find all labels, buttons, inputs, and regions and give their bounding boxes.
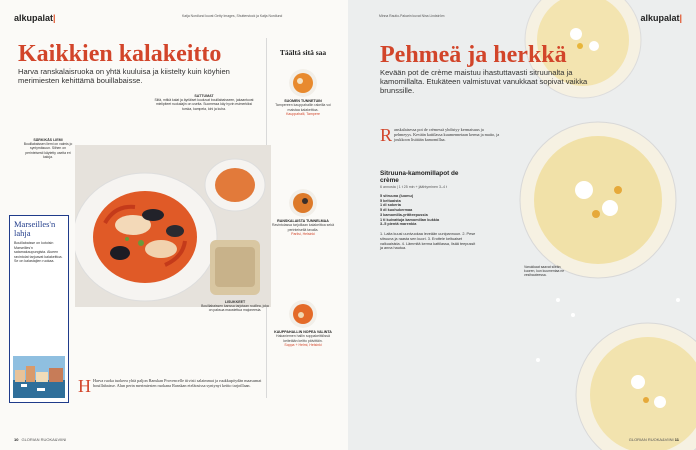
article-lead: Kevään pot de crème maistuu ihastuttavasti sitruunalta ja kamomillalta. Etukäteen valmistuvat vanukkaat sopivat vaikka brunssille. bbox=[380, 68, 588, 95]
ingredient: 3–5 pientä marenkia bbox=[380, 222, 417, 227]
page-footer: GLORIAN RUOKA&VIINI 11 bbox=[628, 437, 679, 442]
article-title: Kaikkien kalakeitto bbox=[18, 41, 222, 67]
tip-photo bbox=[289, 300, 317, 328]
sidebox-text: Bouillabaisse on kotoisin Marseilles'n satamakaupungista. Alueen ravintolat tarjoavat kalakeittoa. Se on kalastajien ruokaa. bbox=[14, 241, 63, 264]
ingredient: 3 kamomilla-yrttiteepussia bbox=[380, 212, 428, 217]
tips-heading: Täältä sitä saa bbox=[279, 48, 327, 57]
page-footer: 10 GLORIAN RUOKA&VIINI bbox=[14, 437, 67, 442]
bouillabaisse-photo bbox=[75, 145, 271, 307]
tip-photo bbox=[289, 189, 317, 217]
dropcap: H bbox=[78, 376, 91, 396]
marseille-sidebox bbox=[9, 215, 69, 403]
article-lead: Harva ranskalaisruoka on yhtä kuuluisa ja kiistelty kuin köyhien merimiesten kehittämä bouillabaisse. bbox=[18, 67, 230, 85]
recipe bbox=[380, 170, 478, 251]
credits: Minna Rautio-Pakarin kuvat Nina Lindström bbox=[379, 14, 445, 18]
article-body: H Harva ruoka tuokeea yhtä paljon Ranskan Provencelle tiivisti salaimmat ja ruukkupöydän maasumat bouillabaisse. Alun perin merimiesten ruokana Ranskan eteläosissa syntynyt keitto tarjoillaan. bbox=[78, 376, 262, 396]
recipe-meta: 6 annosta | 1 t 25 min + jäähtyminen 3–4 t bbox=[380, 185, 447, 189]
tip-item: RANSKALAISTA TUNNELMAA Ravintolassa tarjoillaan kalakeittoa sekä perinteisellä tavalla. Pariisi, Helsinki bbox=[271, 189, 335, 237]
ingredient: 5 keltuaista bbox=[380, 198, 401, 203]
marseille-photo bbox=[13, 356, 65, 398]
recipe-steps: 1. Laita kuusi uunivuokaa leveään uunipannuun. 2. Pese sitruuna ja raasta sen kuori. 3. Erottele keltuaiset valkuaisista. 4. Lämmitä kerma kattilassa, lisää teepussit ja anna hautua. bbox=[380, 231, 476, 251]
tip-item: KAUPPAHALLIN NOPEA VALINTA Hakaniemen hallin soppakeittiössä keitetään keitto päivittäin. Soppa + Helmi, Helsinki bbox=[271, 300, 335, 348]
tip-item: SUOMEN TUNNETUIN Tampereen kauppahallin rakeilla voi maistaa kalakeittoa. Kauppahalli, Tampere bbox=[271, 69, 335, 117]
credits: Katja Nordlund kuvat Getty Images, Shutterstock ja Katja Nordlund bbox=[182, 14, 283, 18]
sidebox-title: Marseilles'n lahja bbox=[14, 219, 56, 238]
right-page bbox=[348, 0, 696, 450]
annotation-liemi: SÄRKIKÄS LIEMI Bouillabaissen liemi on valmis jo syntymäsuun. Siihen on perinteisesti käytetty useita eri kaloja. bbox=[23, 138, 73, 159]
tip-photo bbox=[289, 69, 317, 97]
ingredient: 5 dl kuohukermaa bbox=[380, 208, 413, 213]
annotation-sattumat: SATTUMAT Siitä, mitkä kalat ja äyriäiset kuuluvat bouillabaisseen, jakaantuvat mielipiteet ruokalajin on useita. Suomessa käy hyvin esimerkiksi turska, kampela, lohi ja kuha. bbox=[154, 94, 254, 111]
article-intro: R anskalaisessa pot de crèmessä yhdistyy kermaisuus ja pehmeyys. Kevään kattilassa kuumennetaan kerma ja maito, ja joukkoon lisätään kamomillaa. bbox=[380, 125, 500, 145]
photo-caption: Vanukkaat saavat sileän kuoren, kun kuumentaa ne vesihauteessa. bbox=[524, 265, 565, 278]
ingredient: 5 sitruuna (luomu) bbox=[380, 194, 414, 198]
annotation-lisukkeet: LISUKKEET Bouillabaissen kanssa tarjotaan rouillea, joka on paksua maustettua majoneesia. bbox=[201, 300, 269, 313]
page-number: 10 bbox=[14, 437, 19, 442]
ingredient: 1 dl sokeria bbox=[380, 203, 401, 208]
article-title: Pehmeä ja herkkä bbox=[380, 42, 567, 68]
dropcap: R bbox=[380, 125, 393, 145]
section-header: alkupalat| bbox=[640, 13, 682, 23]
page-number: 11 bbox=[674, 437, 679, 442]
recipe-title: Sitruuna-kamomillapot de crème bbox=[380, 170, 459, 184]
ingredient: 1 tl kuivattuja kamomillan kukkia bbox=[380, 217, 440, 222]
section-header: alkupalat| bbox=[14, 13, 56, 23]
